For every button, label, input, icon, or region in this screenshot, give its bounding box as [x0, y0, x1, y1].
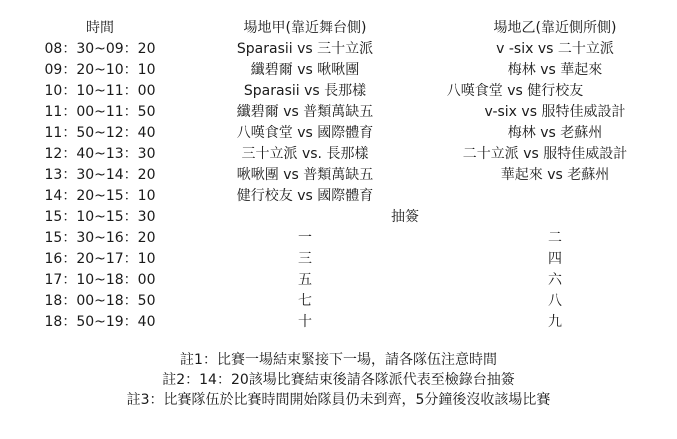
lot-time: 17：10~18：00	[44, 272, 156, 288]
match-time: 08：30~09：20	[44, 41, 156, 57]
lot-court-a: 三	[298, 251, 312, 267]
match-time: 13：30~14：20	[44, 167, 156, 183]
match-time: 12：40~13：30	[44, 146, 156, 162]
header-court-a: 場地甲(靠近舞台側)	[243, 20, 367, 36]
lot-court-a: 五	[298, 272, 312, 288]
header-time: 時間	[86, 20, 114, 36]
match-time: 14：20~15：10	[44, 188, 156, 204]
match-time: 11：50~12：40	[44, 125, 156, 141]
match-court-a: 健行校友 vs 國際體育	[236, 188, 374, 204]
match-court-b: 八嘆食堂 vs 健行校友	[446, 83, 584, 99]
match-court-a: Sparasii vs 三十立派	[236, 41, 374, 57]
match-court-a: 纖碧爾 vs 啾啾團	[250, 62, 360, 78]
lot-time: 15：30~16：20	[44, 230, 156, 246]
match-row	[0, 123, 677, 143]
lot-court-b: 八	[548, 293, 562, 309]
lot-time: 18：00~18：50	[44, 293, 156, 309]
lot-court-a: 十	[298, 314, 312, 330]
match-court-b: 華起來 vs 老蘇州	[500, 167, 610, 183]
match-row	[0, 81, 677, 101]
lot-time: 16：20~17：10	[44, 251, 156, 267]
header-court-b: 場地乙(靠近側所側)	[493, 20, 617, 36]
lot-court-a: 一	[298, 230, 312, 246]
lot-row	[0, 270, 677, 290]
draw-time: 15：10~15：30	[44, 209, 156, 225]
match-time: 11：00~11：50	[44, 104, 156, 120]
notes-section	[0, 350, 677, 410]
match-time: 09：20~10：10	[44, 62, 156, 78]
note-3: 註3：比賽隊伍於比賽時間開始隊員仍未到齊，5分鐘後沒收該場比賽	[126, 392, 551, 408]
lot-court-b: 四	[548, 251, 562, 267]
lot-court-a: 七	[298, 293, 312, 309]
match-row	[0, 60, 677, 80]
match-row	[0, 144, 677, 164]
lot-row	[0, 291, 677, 311]
note-1: 註1：比賽一場結束緊接下一場，請各隊伍注意時間	[180, 352, 497, 368]
match-court-a: Sparasii vs 長那樣	[243, 83, 367, 99]
draw-row	[0, 207, 677, 227]
match-court-a: 三十立派 vs. 長那樣	[241, 146, 369, 162]
lot-row	[0, 312, 677, 332]
match-court-b: v-six vs 服特佳威設計	[484, 104, 626, 120]
lot-row	[0, 249, 677, 269]
match-time: 10：10~11：00	[44, 83, 156, 99]
match-row	[0, 186, 677, 206]
lot-time: 18：50~19：40	[44, 314, 156, 330]
match-court-b: v -six vs 二十立派	[496, 41, 614, 57]
match-court-b: 梅林 vs 老蘇州	[507, 125, 603, 141]
match-court-a: 啾啾團 vs 普類萬缺五	[236, 167, 374, 183]
match-court-a: 八嘆食堂 vs 國際體育	[236, 125, 374, 141]
lot-court-b: 二	[548, 230, 562, 246]
lot-court-b: 九	[548, 314, 562, 330]
lot-court-b: 六	[548, 272, 562, 288]
schedule-header	[0, 18, 677, 38]
note-2: 註2：14：20該場比賽結束後請各隊派代表至檢錄台抽簽	[162, 372, 515, 388]
lot-row	[0, 228, 677, 248]
match-row	[0, 102, 677, 122]
match-row	[0, 39, 677, 59]
match-court-b: 二十立派 vs 服特佳威設計	[462, 146, 628, 162]
draw-label: 抽簽	[391, 209, 419, 225]
match-row	[0, 165, 677, 185]
match-court-a: 纖碧爾 vs 普類萬缺五	[236, 104, 374, 120]
match-court-b: 梅林 vs 華起來	[507, 62, 603, 78]
